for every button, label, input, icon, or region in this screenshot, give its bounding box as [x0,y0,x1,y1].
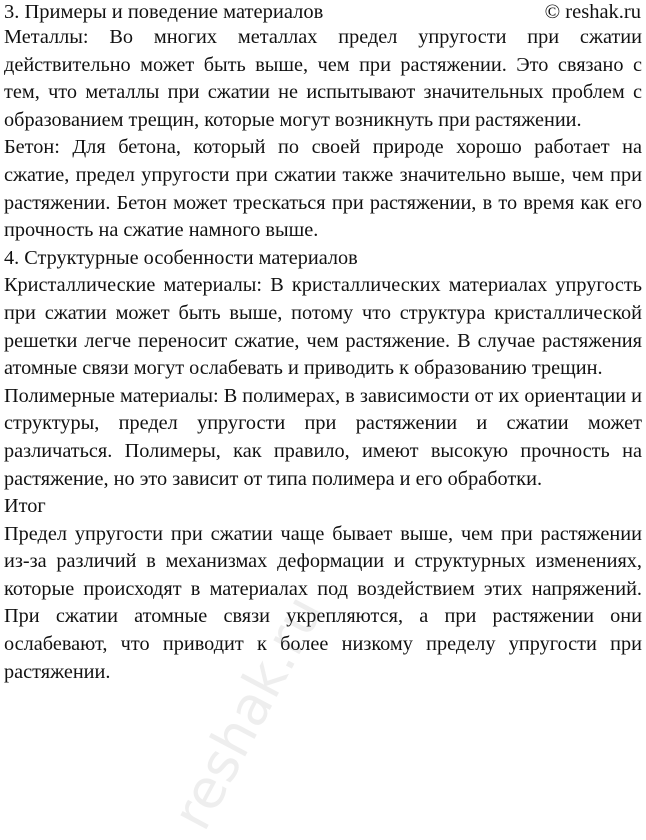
paragraph-polymers: Полимерные материалы: В полимерах, в зависимости от их ориентации и структуры, предел упругости при растяжении и сжатии может различаться. Полимеры, как правило, имеют высокую прочность на растяжение, но это зависит от типа полимера и его обработки. [4,384,642,490]
paragraph-summary: Предел упругости при сжатии чаще бывает выше, чем при растяжении из-за различий в механизмах деформации и структурных изменениях, которые происходят в материалах под воздействием этих напряжений. При сжатии атомные связи укрепляются, а при растяжении они ослабевают, что приводит к более низкому пределу упругости при растяжении. [4,522,642,683]
paragraph-concrete: Бетон: Для бетона, который по своей природе хорошо работает на сжатие, предел упругости при сжатии также значительно выше, чем при растяжении. Бетон может трескаться при растяжении, в то время как его прочность на сжатие намного выше. [4,136,642,242]
section-4-title: 4. Структурные особенности материалов [4,246,358,269]
summary-title: Итог [4,495,46,518]
section-3-title: 3. Примеры и поведение материалов [4,1,324,23]
paragraph-crystalline: Кристаллические материалы: В кристаллических материалах упругость при сжатии может быть выше, потому что структура кристаллической решетки легче переносит сжатие, чем растяжение. В случае растяжения атомные связи могут ослабевать и приводить к образованию трещин. [4,274,642,380]
page-header [0,0,646,24]
paragraph-metals: Металлы: Во многих металлах предел упругости при сжатии действительно может быть выше, чем при растяжении. Это связано с тем, что металлы при сжатии не испытывают значительных проблем с образованием трещин, которые могут возникнуть при растяжении. [4,26,642,131]
copyright-label: © reshak.ru [544,1,641,23]
watermark-text: reshak.ru [160,585,336,840]
